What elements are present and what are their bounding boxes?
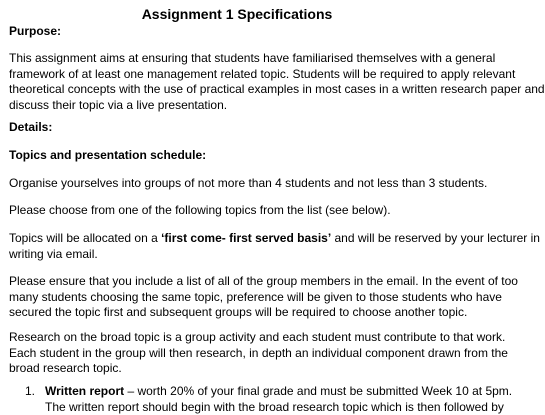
purpose-paragraph [9,51,471,113]
allocation-bold: ‘first come- first served basis’ [161,231,331,245]
choose-line: Please choose from one of the following topics from the list (see below). [9,203,471,219]
purpose-line: This assignment aims at ensuring that students have familiarised themselves with a general [9,51,471,67]
research-line: Research on the broad topic is a group activity and each student must contribute to that work. [9,330,471,346]
list-item-line [45,384,471,400]
groups-paragraph [9,176,471,192]
topics-heading: Topics and presentation schedule: [9,148,206,163]
allocation-line [9,231,471,247]
research-line: Each student in the group will then research, in depth an individual component drawn from the [9,346,471,362]
ensure-line: secured the topic first and subsequent groups will be required to choose another topic. [9,305,471,321]
list-item-line-2: The written report should begin with the broad research topic which is then followed by [45,400,471,415]
groups-line: Organise yourselves into groups of not more than 4 students and not less than 3 students. [9,176,471,192]
written-report-label: Written report [45,384,124,398]
research-paragraph [9,330,471,377]
list-number: 1. [25,384,35,400]
ensure-line: many students choosing the same topic, preference will be given to those students who have [9,290,471,306]
purpose-line: framework of at least one management related topic. Students will be required to apply relevant [9,67,471,83]
allocation-line-2: writing via email. [9,247,471,263]
ensure-paragraph [9,274,471,321]
research-line: broad research topic. [9,361,471,377]
choose-paragraph [9,203,471,219]
allocation-suffix: and will be reserved by your lecturer in [331,231,540,245]
list-item-body [45,384,471,415]
purpose-line: discuss their topic via a live presentation. [9,98,471,114]
allocation-paragraph [9,231,471,262]
allocation-prefix: Topics will be allocated on a [9,231,161,245]
details-heading: Details: [9,120,52,135]
ensure-line: Please ensure that you include a list of all of the group members in the email. In the event of too [9,274,471,290]
written-report-text: – worth 20% of your final grade and must be submitted Week 10 at 5pm. [124,384,512,398]
purpose-heading: Purpose: [9,24,61,39]
numbered-list-item [9,384,471,414]
purpose-line: theoretical concepts with the use of practical examples in most cases in a written research paper and [9,82,471,98]
document-title: Assignment 1 Specifications [0,6,474,23]
